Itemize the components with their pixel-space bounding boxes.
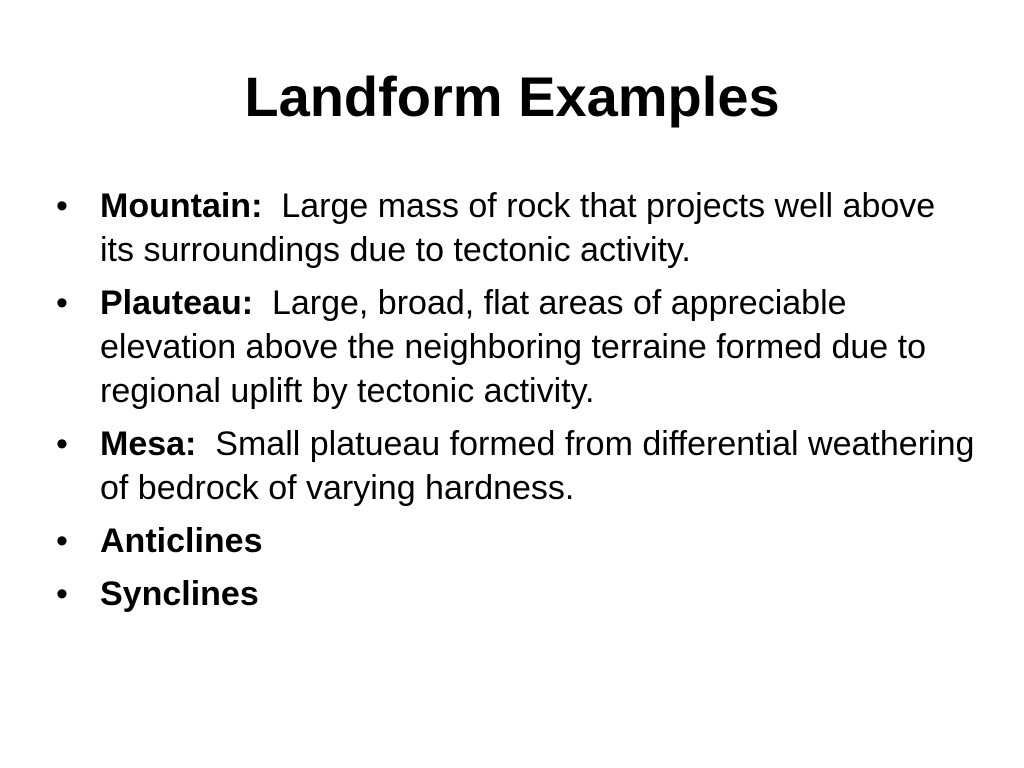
term-mesa: Mesa: bbox=[100, 425, 197, 463]
bullet-item-anticlines bbox=[56, 519, 976, 563]
term-mountain: Mountain: bbox=[100, 187, 263, 225]
description-plateau: Large, broad, flat areas of appreciable elevation above the neighboring terraine formed due to regional uplift by tectonic activity. bbox=[100, 284, 927, 410]
bullet-item-mesa bbox=[56, 422, 976, 510]
bullet-icon: • bbox=[56, 187, 68, 225]
bullet-list bbox=[56, 184, 976, 625]
bullet-item-mountain bbox=[56, 184, 976, 272]
term-anticlines: Anticlines bbox=[100, 522, 263, 560]
bullet-icon: • bbox=[56, 425, 68, 463]
bullet-item-synclines bbox=[56, 572, 976, 616]
description-mountain: Large mass of rock that projects well above its surroundings due to tectonic activity. bbox=[100, 187, 936, 269]
bullet-icon: • bbox=[56, 522, 68, 560]
term-synclines: Synclines bbox=[100, 575, 259, 613]
bullet-item-plateau bbox=[56, 281, 976, 413]
term-plateau: Plauteau: bbox=[100, 284, 254, 322]
bullet-icon: • bbox=[56, 284, 68, 322]
slide-title: Landform Examples bbox=[244, 65, 780, 128]
description-mesa: Small platueau formed from differential weathering of bedrock of varying hardness. bbox=[100, 425, 975, 507]
bullet-icon: • bbox=[56, 575, 68, 613]
